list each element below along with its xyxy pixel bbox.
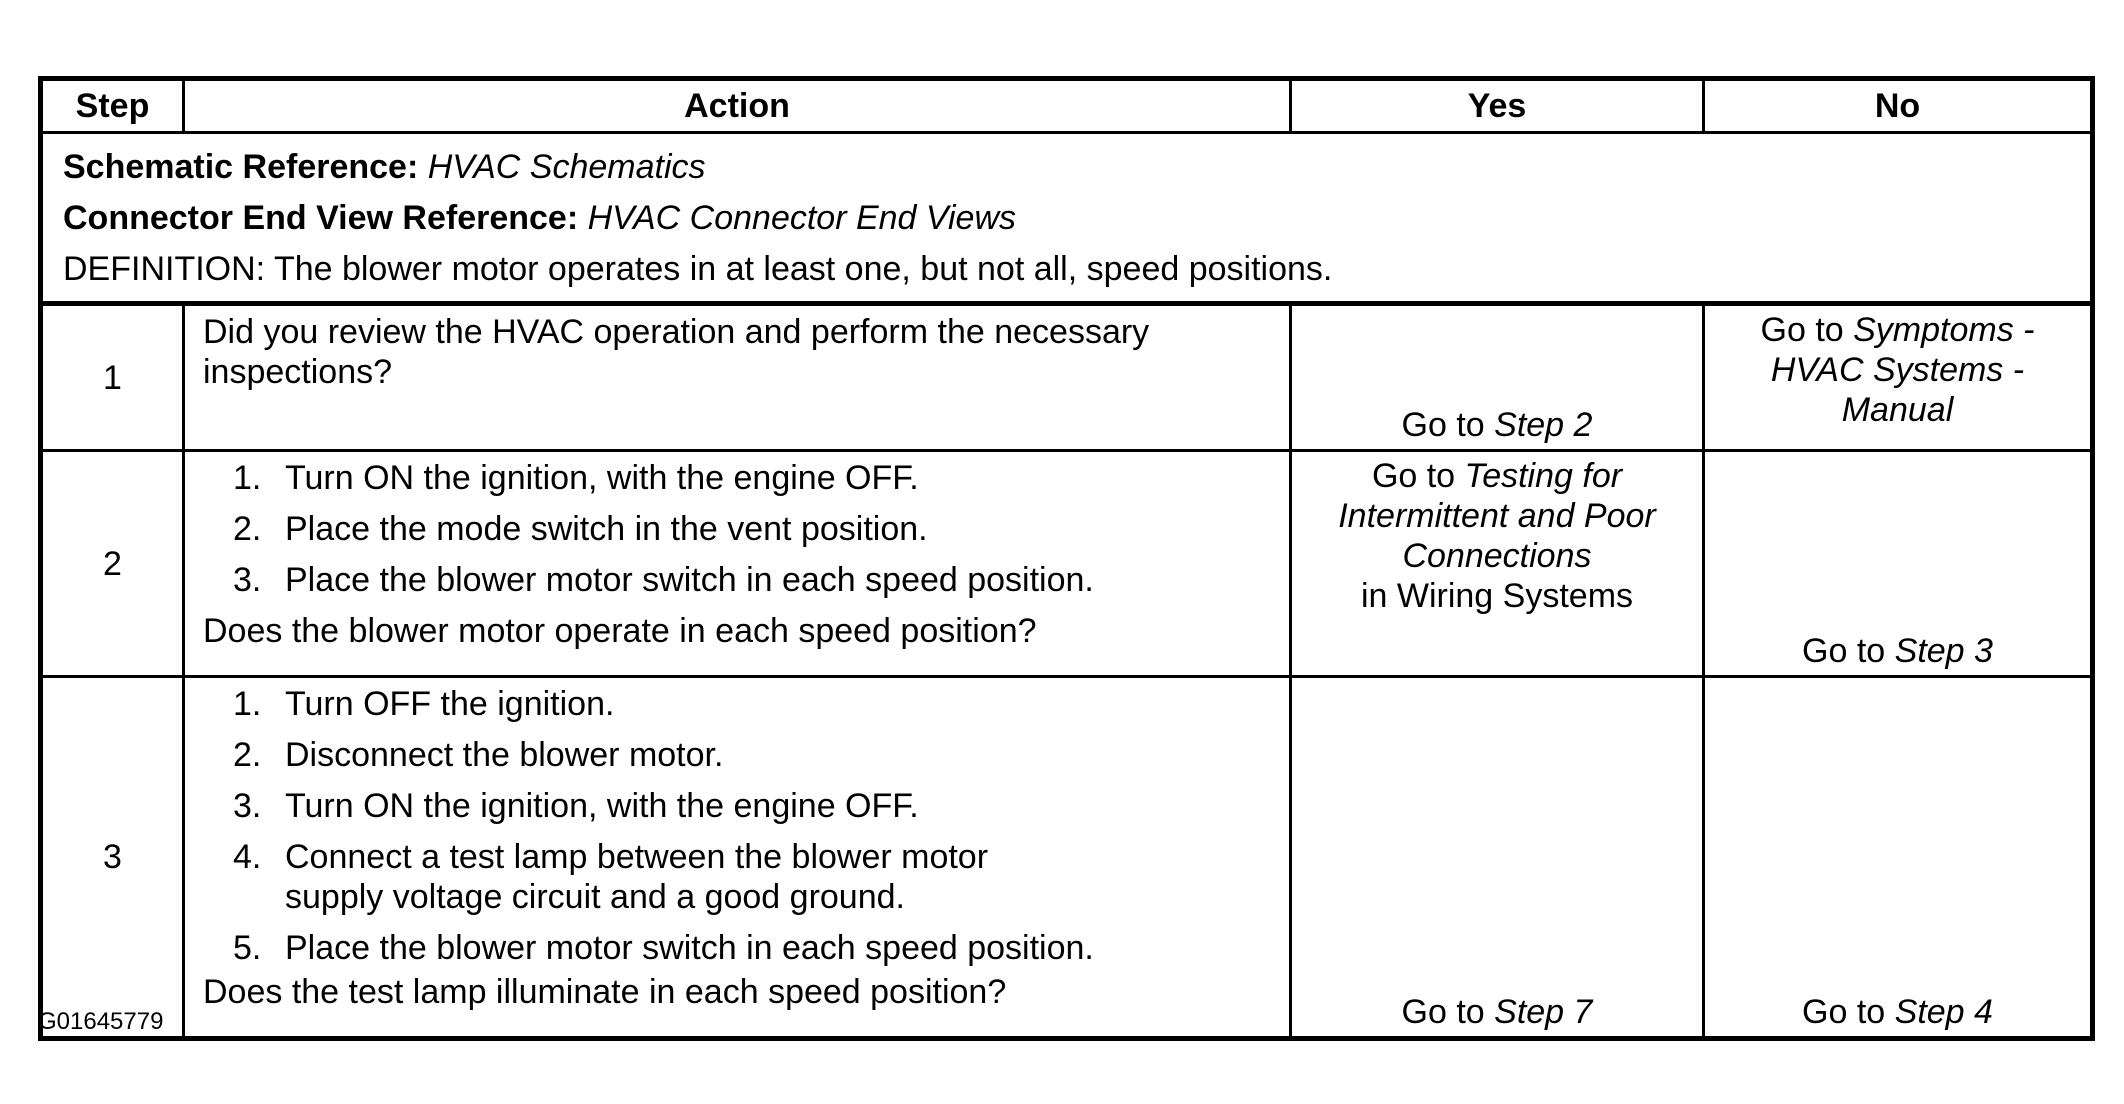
action-item: 3. Turn ON the ignition, with the engine OFF. xyxy=(233,787,919,825)
step-number: 3 xyxy=(41,677,184,1039)
action-question: Does the test lamp illuminate in each speed position? xyxy=(203,973,1007,1011)
action-list xyxy=(203,458,1271,600)
no-prefix: Go to xyxy=(1802,993,1895,1031)
no-cell xyxy=(1704,677,2093,1039)
action-item: 2. Disconnect the blower motor. xyxy=(233,736,724,774)
action-list xyxy=(203,684,1271,968)
header-yes: Yes xyxy=(1291,79,1704,133)
action-question: Does the blower motor operate in each speed position? xyxy=(203,612,1037,650)
connector-reference-label: Connector End View Reference: xyxy=(63,199,579,237)
no-link[interactable]: Step 4 xyxy=(1894,993,1993,1031)
action-item: 1. Turn OFF the ignition. xyxy=(233,685,615,723)
schematic-reference xyxy=(63,142,2070,193)
yes-prefix: Go to xyxy=(1401,406,1495,444)
figure-code: G01645779 xyxy=(38,1008,164,1035)
no-link[interactable]: Symptoms - HVAC Systems - Manual xyxy=(1770,311,2035,429)
reference-row xyxy=(41,133,2093,304)
action-item: 3. Place the blower motor switch in each speed position. xyxy=(233,561,1094,599)
step-number: 1 xyxy=(41,304,184,451)
yes-suffix: in Wiring Systems xyxy=(1360,577,1634,615)
action-item: 2. Place the mode switch in the vent position. xyxy=(233,510,928,548)
header-row xyxy=(41,79,2093,133)
yes-prefix: Go to xyxy=(1371,457,1465,495)
table-row xyxy=(41,677,2093,1039)
yes-link[interactable]: Step 2 xyxy=(1494,406,1593,444)
yes-cell xyxy=(1291,677,1704,1039)
step-number: 2 xyxy=(41,451,184,677)
diagnostic-table-container xyxy=(38,76,2090,1041)
yes-prefix: Go to xyxy=(1401,993,1495,1031)
action-item: 4. Connect a test lamp between the blower motor supply voltage circuit and a good ground. xyxy=(233,838,989,916)
no-prefix: Go to xyxy=(1802,632,1895,670)
table-row xyxy=(41,451,2093,677)
yes-link[interactable]: Testing for Intermittent and Poor Connections xyxy=(1338,457,1656,575)
connector-reference-link[interactable]: HVAC Connector End Views xyxy=(587,199,1016,237)
reference-cell xyxy=(41,133,2093,304)
no-cell xyxy=(1704,451,2093,677)
action-question: Did you review the HVAC operation and perform the necessary inspections? xyxy=(203,313,1150,391)
action-cell xyxy=(184,677,1291,1039)
schematic-reference-link[interactable]: HVAC Schematics xyxy=(427,148,706,186)
diagnostic-table xyxy=(38,76,2095,1041)
no-prefix: Go to xyxy=(1760,311,1854,349)
no-link[interactable]: Step 3 xyxy=(1894,632,1993,670)
definition-text: DEFINITION: The blower motor operates in at least one, but not all, speed positions. xyxy=(63,250,1333,288)
yes-cell xyxy=(1291,304,1704,451)
table-row xyxy=(41,304,2093,451)
no-cell xyxy=(1704,304,2093,451)
header-action: Action xyxy=(184,79,1291,133)
action-cell xyxy=(184,451,1291,677)
action-item: 1. Turn ON the ignition, with the engine OFF. xyxy=(233,459,919,497)
action-cell xyxy=(184,304,1291,451)
yes-cell xyxy=(1291,451,1704,677)
yes-link[interactable]: Step 7 xyxy=(1494,993,1593,1031)
connector-reference xyxy=(63,193,2070,244)
header-step: Step xyxy=(41,79,184,133)
header-no: No xyxy=(1704,79,2093,133)
schematic-reference-label: Schematic Reference: xyxy=(63,148,419,186)
action-item: 5. Place the blower motor switch in each speed position. xyxy=(233,929,1094,967)
